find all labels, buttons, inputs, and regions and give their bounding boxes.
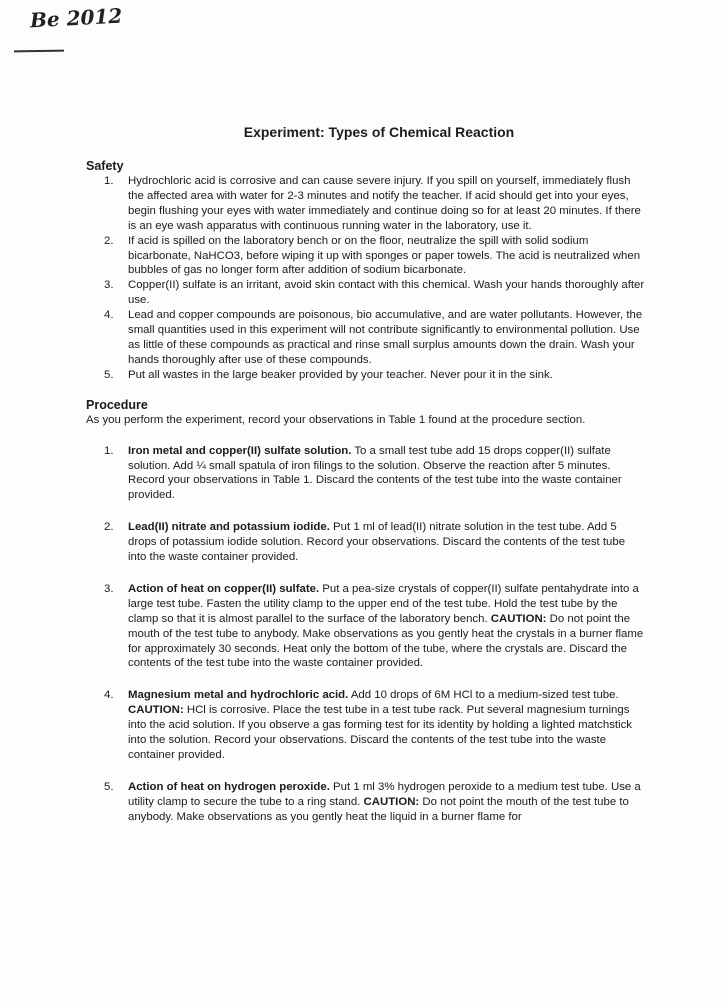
caution-label: CAUTION: (490, 612, 547, 625)
item-number: 1. (104, 444, 114, 457)
document-body (86, 158, 646, 842)
item-title: Iron metal and copper(II) sulfate solution. (128, 444, 352, 457)
procedure-intro: As you perform the experiment, record your observations in Table 1 found at the procedure section. (86, 413, 586, 426)
item-text: Copper(II) sulfate is an irritant, avoid skin contact with this chemical. Wash your hands thoroughly after use. (128, 279, 645, 307)
item-title: Action of heat on copper(II) sulfate. (128, 582, 320, 595)
page-title: Experiment: Types of Chemical Reaction (243, 124, 515, 140)
item-text: Put 1 ml of lead(II) nitrate solution in the test tube. Add 5 drops of potassium iodide solution. Record your observations. Discard the contents of the test tube into the waste container provided. (128, 521, 626, 564)
procedure-heading: Procedure (86, 397, 148, 412)
item-text: Hydrochloric acid is corrosive and can cause severe injury. If you spill on yourself, immediately flush the affected area with water for 2-3 minutes and notify the teacher. If acid should get into your eyes, begin flushing your eyes with water immediately and continue doing so for at least 20 minutes. If there is an eye wash apparatus with continuous running water in the laboratory, use it. (128, 175, 641, 232)
item-text: Lead and copper compounds are poisonous, bio accumulative, and are water pollutants. However, the small quantities used in this experiment will not contribute significantly to environmental pollution. Use as little of these compounds as practical and rinse small surplus amounts down the drain. Wash your hands thoroughly after use of these compounds. (128, 309, 643, 366)
safety-item (86, 278, 646, 308)
handwritten-underline (14, 50, 64, 53)
handwritten-note: Be 2012 (29, 3, 123, 33)
item-text: Put a pea-size crystals of copper(II) sulfate pentahydrate into a large test tube. Fasten the utility clamp to the upper end of the test tube. Hold the test tube by the clamp so that it is almost parallel to the surface of the laboratory bench. (128, 582, 639, 625)
procedure-item (86, 780, 646, 825)
item-number: 2. (104, 521, 114, 534)
item-text: If acid is spilled on the laboratory bench or on the floor, neutralize the spill with solid sodium bicarbonate, NaHCO3, before wiping it up with sponges or paper towels. The acid is neutralized when bubbles of gas no longer form after addition of sodium bicarbonate. (128, 234, 641, 277)
procedure-item (86, 688, 646, 763)
caution-label: CAUTION: (363, 795, 420, 808)
item-text-continued: HCl is corrosive. Place the test tube in a test tube rack. Put several magnesium turnings into the acid solution. If you observe a gas forming test for its identity by holding a lighted matchstick into the solution. Record your observations. Discard the contents of the test tube into the waste container provided. (128, 704, 632, 761)
item-number: 2. (104, 234, 114, 247)
safety-item (86, 234, 646, 279)
safety-item (86, 368, 646, 383)
procedure-list (86, 444, 646, 825)
item-number: 4. (104, 309, 114, 322)
procedure-item (86, 444, 646, 504)
item-number: 4. (104, 689, 114, 702)
procedure-section (86, 397, 646, 825)
safety-section (86, 158, 646, 383)
item-title: Action of heat on hydrogen peroxide. (128, 780, 330, 793)
procedure-item (86, 582, 646, 671)
safety-item (86, 174, 646, 234)
item-text: Put 1 ml 3% hydrogen peroxide to a medium test tube. Use a utility clamp to secure the tube to a ring stand. (128, 780, 641, 808)
item-number: 5. (104, 368, 114, 381)
item-number: 1. (104, 175, 114, 187)
safety-heading: Safety (86, 159, 124, 173)
item-text: Add 10 drops of 6M HCl to a medium-sized test tube. (348, 689, 619, 702)
item-title: Magnesium metal and hydrochloric acid. (128, 689, 349, 702)
caution-label: CAUTION: (128, 704, 184, 717)
item-title: Lead(II) nitrate and potassium iodide. (128, 521, 330, 534)
item-text: To a small test tube add 15 drops copper(II) sulfate solution. Add ¼ small spatula of iron filings to the solution. Observe the reaction after 5 minutes. Record your observations in Table 1. Discard the contents of the test tube into the waste container provided. (128, 444, 622, 502)
item-number: 3. (104, 279, 114, 292)
procedure-item (86, 520, 646, 565)
safety-list (86, 174, 646, 383)
item-text-continued: Do not point the mouth of the test tube to anybody. Make observations as you gently heat the crystals in a burner flame for approximately 30 seconds. Heat only the bottom of the tube, where the crystals are. Discard the contents of the test tube into the waste container provided. (128, 612, 644, 670)
safety-item (86, 308, 646, 368)
item-text-continued: Do not point the mouth of the test tube to anybody. Make observations as you gently heat the liquid in a burner flame for (128, 795, 629, 823)
item-number: 3. (104, 582, 114, 595)
item-text: Put all wastes in the large beaker provided by your teacher. Never pour it in the sink. (128, 368, 553, 381)
item-number: 5. (104, 780, 114, 793)
